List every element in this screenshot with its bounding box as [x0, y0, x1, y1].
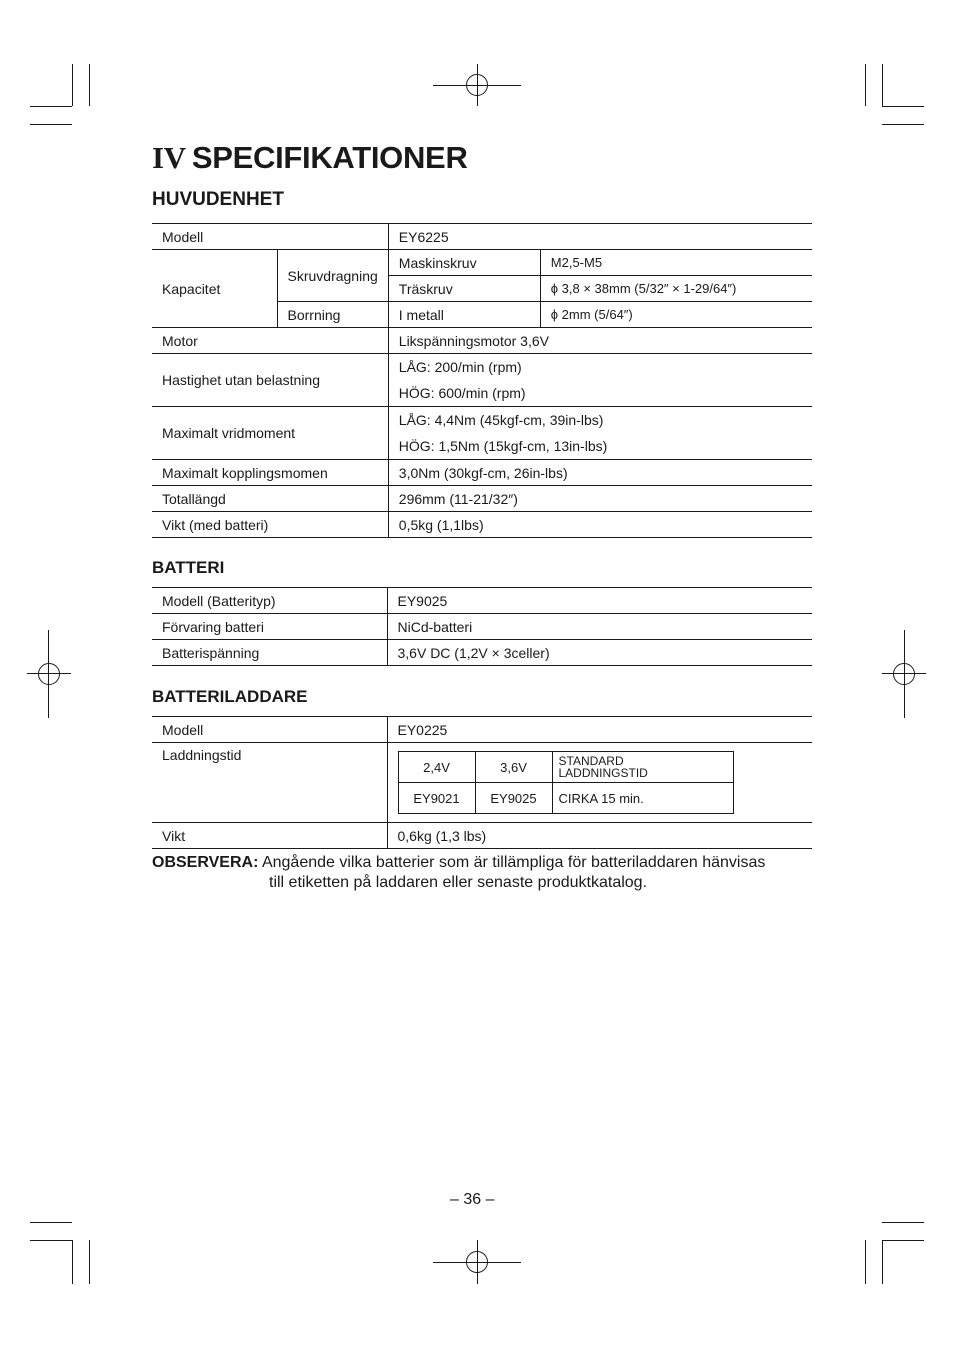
table-row [152, 614, 812, 640]
page-number: – 36 – [450, 1191, 495, 1208]
spec-label: Vikt (med batteri) [152, 512, 388, 538]
note-label: OBSERVERA: [152, 854, 259, 871]
charge-time-table [398, 751, 734, 814]
table-row [152, 486, 812, 512]
spec-label: Batterispänning [152, 640, 387, 666]
table-row [152, 743, 812, 823]
inner-cell: EY9025 [475, 783, 552, 814]
inner-header-line: LADDNINGSTID [558, 766, 648, 780]
spec-label: Modell (Batterityp) [152, 588, 387, 614]
title-text: SPECIFIKATIONER [191, 140, 468, 175]
table-row [152, 354, 812, 407]
spec-value: ϕ 2mm (5/64″) [540, 302, 812, 328]
spec-label: Maximalt vridmoment [152, 407, 388, 460]
spec-label: Kapacitet [152, 250, 277, 328]
speed-low: LÅG: 200/min (rpm) [398, 359, 522, 375]
spec-label: Laddningstid [152, 743, 387, 823]
inner-header-line: STANDARD [558, 754, 624, 768]
note-line-2: till etiketten på laddaren eller senaste produktkatalog. [269, 874, 648, 891]
battery-table [152, 587, 812, 666]
inner-header: 2,4V [398, 752, 475, 783]
table-row [152, 588, 812, 614]
speed-high: HÖG: 600/min (rpm) [398, 385, 526, 401]
spec-value: 296mm (11-21/32″) [388, 486, 812, 512]
spec-label: Totallängd [152, 486, 388, 512]
main-unit-table [152, 223, 812, 538]
page-title [152, 140, 468, 176]
spec-value: EY9025 [387, 588, 812, 614]
spec-label: Förvaring batteri [152, 614, 387, 640]
inner-header: 3,6V [475, 752, 552, 783]
inner-header [552, 752, 733, 783]
note-line-1: Angående vilka batterier som är tillämpliga för batteriladdaren hänvisas [261, 854, 766, 871]
spec-value: M2,5-M5 [540, 250, 812, 276]
spec-label: Maximalt kopplingsmomen [152, 460, 388, 486]
spec-value: EY6225 [388, 224, 812, 250]
torque-low: LÅG: 4,4Nm (45kgf-cm, 39in-lbs) [398, 412, 604, 428]
spec-value [387, 743, 812, 823]
spec-value: 0,6kg (1,3 lbs) [387, 823, 812, 849]
spec-value: NiCd-batteri [387, 614, 812, 640]
spec-label: Vikt [152, 823, 387, 849]
section-heading-main-unit: HUVUDENHET [152, 189, 284, 210]
spec-value: Likspänningsmotor 3,6V [388, 328, 812, 354]
spec-value: EY0225 [387, 717, 812, 743]
spec-value [388, 407, 812, 460]
spec-value: ϕ 3,8 × 38mm (5/32″ × 1-29/64″) [540, 276, 812, 302]
table-row [152, 250, 812, 276]
spec-sublabel: Skruvdragning [277, 250, 388, 302]
table-row [152, 640, 812, 666]
spec-value [388, 354, 812, 407]
spec-sublabel: Maskinskruv [388, 250, 540, 276]
observe-note [152, 853, 832, 893]
table-row [152, 823, 812, 849]
chapter-number: IV [152, 140, 186, 175]
section-heading-charger: BATTERILADDARE [152, 687, 308, 706]
inner-cell: CIRKA 15 min. [552, 783, 733, 814]
table-row [152, 460, 812, 486]
spec-sublabel: Träskruv [388, 276, 540, 302]
spec-sublabel: I metall [388, 302, 540, 328]
spec-value: 3,6V DC (1,2V × 3celler) [387, 640, 812, 666]
charger-table [152, 716, 812, 849]
spec-label: Modell [152, 224, 388, 250]
table-row [152, 328, 812, 354]
torque-high: HÖG: 1,5Nm (15kgf-cm, 13in-lbs) [398, 438, 608, 454]
spec-sublabel: Borrning [277, 302, 388, 328]
inner-cell: EY9021 [398, 783, 475, 814]
section-heading-battery: BATTERI [152, 558, 225, 577]
spec-label: Hastighet utan belastning [152, 354, 388, 407]
spec-label: Modell [152, 717, 387, 743]
spec-value: 3,0Nm (30kgf-cm, 26in-lbs) [388, 460, 812, 486]
table-row [152, 717, 812, 743]
spec-label: Motor [152, 328, 388, 354]
table-row [152, 407, 812, 460]
table-row [152, 224, 812, 250]
spec-value: 0,5kg (1,1lbs) [388, 512, 812, 538]
table-row [152, 512, 812, 538]
